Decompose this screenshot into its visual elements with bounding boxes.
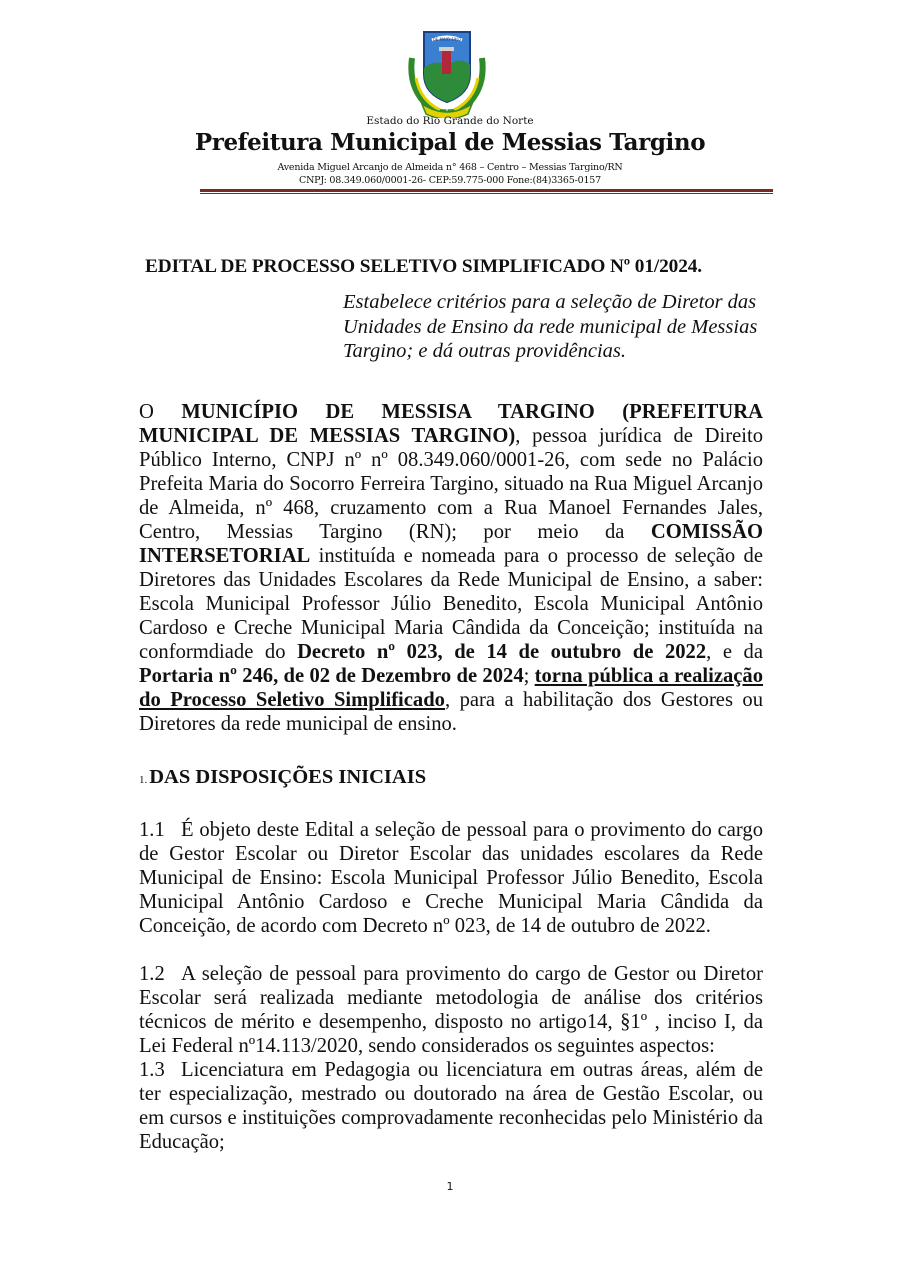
prefeitura-contact: CNPJ: 08.349.060/0001-26- CEP:59.775-000 Fone:(84)3365-0157 bbox=[299, 175, 601, 186]
header-divider bbox=[200, 189, 773, 192]
preamble-bold-decreto: Decreto nº 023, de 14 de outubro de 2022 bbox=[297, 641, 707, 663]
clause-1-3 bbox=[139, 1058, 763, 1154]
section-number: 1. bbox=[139, 774, 148, 786]
edital-ementa: Estabelece critérios para a seleção de Diretor das Unidades de Ensino da rede municipal de Messias Targino; e dá outras providências. bbox=[343, 291, 758, 362]
preamble-paragraph bbox=[139, 400, 763, 736]
section-heading bbox=[139, 766, 763, 789]
clause-text: A seleção de pessoal para provimento do cargo de Gestor ou Diretor Escolar será realizada mediante metodologia de análise dos critérios técnicos de mérito e desempenho, disposto no artigo14, §1º , inciso I, da Lei Federal nº14.113/2020, sendo considerados os seguintes aspectos: bbox=[139, 963, 763, 1057]
preamble-text: , e da bbox=[706, 641, 763, 663]
preamble-bold-comissao: COMISSÃO INTERSETORIAL bbox=[139, 521, 763, 567]
clause-number: 1.1 bbox=[139, 819, 165, 841]
preamble-bold-municipio: MUNICÍPIO DE MESSISA TARGINO (PREFEITURA MUNICIPAL DE MESSIAS TARGINO) bbox=[139, 401, 763, 447]
state-name: Estado do Rio Grande do Norte bbox=[366, 115, 534, 127]
edital-title: EDITAL DE PROCESSO SELETIVO SIMPLIFICADO Nº 01/2024. bbox=[145, 256, 703, 277]
preamble-underlined-announcement: torna pública a realização do Processo Seletivo Simplificado bbox=[139, 665, 763, 711]
page-number: 1 bbox=[446, 1180, 454, 1193]
svg-text:DE MAIO 1962: DE MAIO 1962 bbox=[432, 37, 462, 42]
clause-text: Licenciatura em Pedagogia ou licenciatura em outras áreas, além de ter especialização, mestrado ou doutorado na área de Gestão Escolar, ou em cursos e instituições comprovadamente reconhecidas pelo Ministério da Educação; bbox=[139, 1059, 763, 1153]
preamble-text: ; bbox=[523, 665, 535, 687]
section-title: DAS DISPOSIÇÕES INICIAIS bbox=[149, 766, 427, 788]
clause-number: 1.2 bbox=[139, 963, 165, 985]
clause-number: 1.3 bbox=[139, 1059, 165, 1081]
preamble-bold-portaria: Portaria nº 246, de 02 de Dezembro de 2024 bbox=[139, 665, 524, 687]
preamble-text: O bbox=[139, 401, 182, 423]
clause-1-1 bbox=[139, 818, 763, 938]
preamble-text: , pessoa jurídica de Direito Público Interno, CNPJ nº nº 08.349.060/0001-26, com sede no Palácio Prefeita Maria do Socorro Ferreira Targino, situado na Rua Miguel Arcanjo de Almeida, nº 468, cruzamento com a Rua Manoel Fernandes Jales, Centro, Messias Targino (RN); por meio da bbox=[139, 425, 764, 543]
clause-1-2 bbox=[139, 962, 763, 1058]
clause-text: É objeto deste Edital a seleção de pessoal para o provimento do cargo de Gestor Escolar ou Diretor Escolar das unidades escolares da Rede Municipal de Ensino: Escola Municipal Professor Júlio Benedito, Escola Municipal Antônio Cardoso e Creche Municipal Maria Cândida da Conceição, de acordo com Decreto nº 023, de 14 de outubro de 2022. bbox=[139, 819, 763, 937]
header-divider-thin bbox=[200, 193, 773, 194]
preamble-text: , para a habilitação dos Gestores ou Diretores da rede municipal de ensino. bbox=[139, 689, 764, 735]
prefeitura-name: Prefeitura Municipal de Messias Targino bbox=[194, 129, 706, 156]
prefeitura-address: Avenida Miguel Arcanjo de Almeida n° 468 – Centro – Messias Targino/RN bbox=[277, 162, 623, 173]
municipal-coat-of-arms-icon bbox=[406, 28, 488, 118]
preamble-text: instituída e nomeada para o processo de seleção de Diretores das Unidades Escolares da Rede Municipal de Ensino, a saber: Escola Municipal Professor Júlio Benedito, Escola Municipal Antônio Cardoso e Creche Municipal Maria Cândida da Conceição; instituída na conformdiade do bbox=[139, 545, 763, 663]
